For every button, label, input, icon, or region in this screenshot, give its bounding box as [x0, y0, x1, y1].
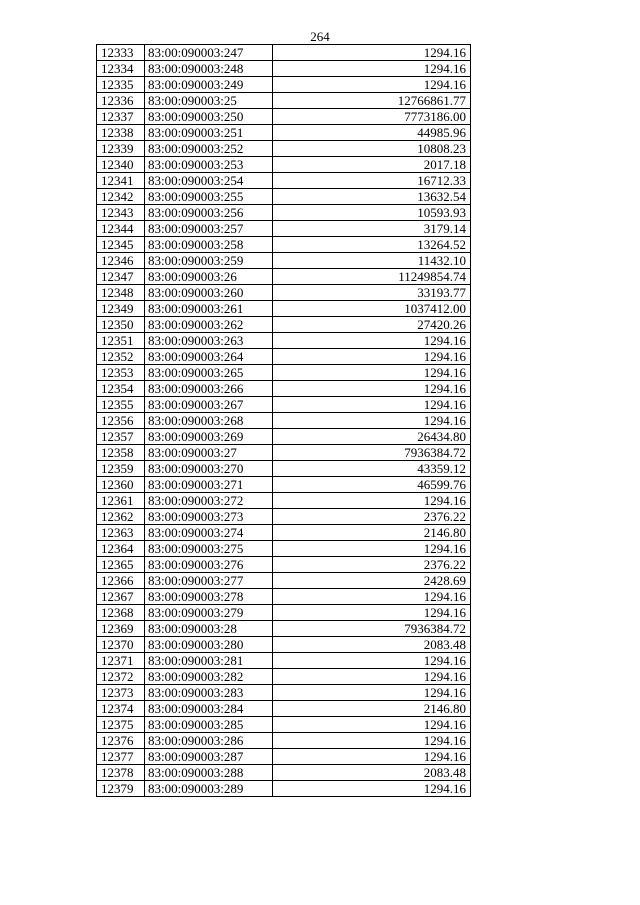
cadastral-number: 83:00:090003:253: [145, 157, 273, 173]
cadastral-number: 83:00:090003:248: [145, 61, 273, 77]
cadastral-value: 33193.77: [273, 285, 471, 301]
table-row: [97, 221, 471, 237]
row-number: 12348: [97, 285, 145, 301]
cadastral-value: 3179.14: [273, 221, 471, 237]
cadastral-value: 44985.96: [273, 125, 471, 141]
row-number: 12341: [97, 173, 145, 189]
cadastral-value: 1294.16: [273, 749, 471, 765]
row-number: 12342: [97, 189, 145, 205]
cadastral-number: 83:00:090003:285: [145, 717, 273, 733]
cadastral-number: 83:00:090003:278: [145, 589, 273, 605]
table-row: [97, 173, 471, 189]
cadastral-number: 83:00:090003:268: [145, 413, 273, 429]
page-number: 264: [310, 29, 330, 44]
row-number: 12336: [97, 93, 145, 109]
row-number: 12357: [97, 429, 145, 445]
table-row: [97, 157, 471, 173]
row-number: 12351: [97, 333, 145, 349]
cadastral-number: 83:00:090003:258: [145, 237, 273, 253]
table-row: [97, 733, 471, 749]
cadastral-value: 1294.16: [273, 781, 471, 797]
table-row: [97, 573, 471, 589]
cadastral-number: 83:00:090003:25: [145, 93, 273, 109]
row-number: 12361: [97, 493, 145, 509]
row-number: 12358: [97, 445, 145, 461]
cadastral-value: 1294.16: [273, 605, 471, 621]
table-row: [97, 365, 471, 381]
cadastral-number: 83:00:090003:26: [145, 269, 273, 285]
cadastral-number: 83:00:090003:254: [145, 173, 273, 189]
table-row: [97, 397, 471, 413]
table-row: [97, 445, 471, 461]
cadastral-number: 83:00:090003:261: [145, 301, 273, 317]
cadastral-value: 1294.16: [273, 685, 471, 701]
table-body: [97, 45, 471, 797]
cadastral-value: 1294.16: [273, 397, 471, 413]
cadastral-value-table: [96, 44, 471, 797]
table-row: [97, 589, 471, 605]
cadastral-number: 83:00:090003:27: [145, 445, 273, 461]
row-number: 12353: [97, 365, 145, 381]
row-number: 12345: [97, 237, 145, 253]
cadastral-number: 83:00:090003:289: [145, 781, 273, 797]
cadastral-value: 1294.16: [273, 365, 471, 381]
row-number: 12363: [97, 525, 145, 541]
row-number: 12338: [97, 125, 145, 141]
table-row: [97, 317, 471, 333]
cadastral-number: 83:00:090003:260: [145, 285, 273, 301]
cadastral-number: 83:00:090003:259: [145, 253, 273, 269]
cadastral-value: 10808.23: [273, 141, 471, 157]
cadastral-number: 83:00:090003:250: [145, 109, 273, 125]
cadastral-number: 83:00:090003:247: [145, 45, 273, 61]
cadastral-number: 83:00:090003:249: [145, 77, 273, 93]
cadastral-number: 83:00:090003:267: [145, 397, 273, 413]
cadastral-value: 12766861.77: [273, 93, 471, 109]
table-row: [97, 781, 471, 797]
row-number: 12371: [97, 653, 145, 669]
table-row: [97, 525, 471, 541]
cadastral-value: 13632.54: [273, 189, 471, 205]
table-row: [97, 621, 471, 637]
cadastral-number: 83:00:090003:284: [145, 701, 273, 717]
table-row: [97, 605, 471, 621]
row-number: 12362: [97, 509, 145, 525]
cadastral-value: 1294.16: [273, 589, 471, 605]
cadastral-number: 83:00:090003:279: [145, 605, 273, 621]
table-row: [97, 637, 471, 653]
cadastral-value: 1294.16: [273, 45, 471, 61]
row-number: 12343: [97, 205, 145, 221]
cadastral-number: 83:00:090003:270: [145, 461, 273, 477]
row-number: 12334: [97, 61, 145, 77]
cadastral-number: 83:00:090003:263: [145, 333, 273, 349]
cadastral-value: 1294.16: [273, 717, 471, 733]
row-number: 12373: [97, 685, 145, 701]
cadastral-number: 83:00:090003:257: [145, 221, 273, 237]
cadastral-value: 2376.22: [273, 509, 471, 525]
row-number: 12365: [97, 557, 145, 573]
row-number: 12349: [97, 301, 145, 317]
cadastral-value: 1294.16: [273, 333, 471, 349]
cadastral-number: 83:00:090003:274: [145, 525, 273, 541]
cadastral-number: 83:00:090003:271: [145, 477, 273, 493]
cadastral-value: 1294.16: [273, 381, 471, 397]
cadastral-value: 2017.18: [273, 157, 471, 173]
cadastral-value: 2083.48: [273, 637, 471, 653]
table-row: [97, 349, 471, 365]
row-number: 12377: [97, 749, 145, 765]
table-row: [97, 669, 471, 685]
row-number: 12364: [97, 541, 145, 557]
row-number: 12339: [97, 141, 145, 157]
table-row: [97, 109, 471, 125]
row-number: 12379: [97, 781, 145, 797]
cadastral-value: 2428.69: [273, 573, 471, 589]
row-number: 12337: [97, 109, 145, 125]
cadastral-value: 7936384.72: [273, 621, 471, 637]
table-row: [97, 77, 471, 93]
cadastral-value: 1294.16: [273, 77, 471, 93]
cadastral-value: 46599.76: [273, 477, 471, 493]
cadastral-number: 83:00:090003:281: [145, 653, 273, 669]
cadastral-number: 83:00:090003:277: [145, 573, 273, 589]
cadastral-value: 1037412.00: [273, 301, 471, 317]
cadastral-value: 1294.16: [273, 653, 471, 669]
table-row: [97, 125, 471, 141]
cadastral-number: 83:00:090003:251: [145, 125, 273, 141]
cadastral-number: 83:00:090003:276: [145, 557, 273, 573]
row-number: 12333: [97, 45, 145, 61]
table-row: [97, 765, 471, 781]
table-row: [97, 509, 471, 525]
cadastral-value: 1294.16: [273, 493, 471, 509]
row-number: 12344: [97, 221, 145, 237]
row-number: 12352: [97, 349, 145, 365]
cadastral-number: 83:00:090003:280: [145, 637, 273, 653]
cadastral-value: 1294.16: [273, 669, 471, 685]
row-number: 12346: [97, 253, 145, 269]
cadastral-value: 7936384.72: [273, 445, 471, 461]
row-number: 12359: [97, 461, 145, 477]
cadastral-number: 83:00:090003:272: [145, 493, 273, 509]
row-number: 12374: [97, 701, 145, 717]
cadastral-number: 83:00:090003:266: [145, 381, 273, 397]
cadastral-value: 13264.52: [273, 237, 471, 253]
row-number: 12369: [97, 621, 145, 637]
cadastral-value: 10593.93: [273, 205, 471, 221]
cadastral-value: 1294.16: [273, 349, 471, 365]
table-row: [97, 285, 471, 301]
cadastral-value: 1294.16: [273, 733, 471, 749]
cadastral-number: 83:00:090003:262: [145, 317, 273, 333]
table-row: [97, 45, 471, 61]
table-row: [97, 253, 471, 269]
table-row: [97, 541, 471, 557]
row-number: 12367: [97, 589, 145, 605]
row-number: 12368: [97, 605, 145, 621]
cadastral-number: 83:00:090003:269: [145, 429, 273, 445]
cadastral-value: 11432.10: [273, 253, 471, 269]
row-number: 12350: [97, 317, 145, 333]
table-row: [97, 205, 471, 221]
cadastral-number: 83:00:090003:264: [145, 349, 273, 365]
table-row: [97, 493, 471, 509]
cadastral-value: 7773186.00: [273, 109, 471, 125]
cadastral-value: 2146.80: [273, 525, 471, 541]
cadastral-number: 83:00:090003:287: [145, 749, 273, 765]
cadastral-number: 83:00:090003:288: [145, 765, 273, 781]
table-row: [97, 413, 471, 429]
cadastral-number: 83:00:090003:273: [145, 509, 273, 525]
table-row: [97, 429, 471, 445]
table-row: [97, 701, 471, 717]
row-number: 12347: [97, 269, 145, 285]
table-row: [97, 237, 471, 253]
table-row: [97, 653, 471, 669]
table-row: [97, 93, 471, 109]
row-number: 12340: [97, 157, 145, 173]
table-row: [97, 477, 471, 493]
cadastral-number: 83:00:090003:252: [145, 141, 273, 157]
table-row: [97, 141, 471, 157]
table-row: [97, 333, 471, 349]
row-number: 12354: [97, 381, 145, 397]
row-number: 12356: [97, 413, 145, 429]
row-number: 12375: [97, 717, 145, 733]
cadastral-number: 83:00:090003:283: [145, 685, 273, 701]
cadastral-number: 83:00:090003:255: [145, 189, 273, 205]
row-number: 12360: [97, 477, 145, 493]
row-number: 12366: [97, 573, 145, 589]
cadastral-number: 83:00:090003:256: [145, 205, 273, 221]
table-row: [97, 461, 471, 477]
cadastral-value: 1294.16: [273, 413, 471, 429]
cadastral-number: 83:00:090003:28: [145, 621, 273, 637]
table-row: [97, 685, 471, 701]
cadastral-value: 2376.22: [273, 557, 471, 573]
table-row: [97, 269, 471, 285]
row-number: 12370: [97, 637, 145, 653]
cadastral-value: 11249854.74: [273, 269, 471, 285]
cadastral-value: 27420.26: [273, 317, 471, 333]
cadastral-value: 26434.80: [273, 429, 471, 445]
cadastral-value: 16712.33: [273, 173, 471, 189]
row-number: 12378: [97, 765, 145, 781]
cadastral-value: 2083.48: [273, 765, 471, 781]
row-number: 12372: [97, 669, 145, 685]
table-row: [97, 61, 471, 77]
cadastral-value: 2146.80: [273, 701, 471, 717]
row-number: 12376: [97, 733, 145, 749]
table-row: [97, 749, 471, 765]
table-row: [97, 381, 471, 397]
row-number: 12335: [97, 77, 145, 93]
cadastral-value: 43359.12: [273, 461, 471, 477]
cadastral-number: 83:00:090003:265: [145, 365, 273, 381]
table-row: [97, 717, 471, 733]
cadastral-number: 83:00:090003:282: [145, 669, 273, 685]
cadastral-number: 83:00:090003:275: [145, 541, 273, 557]
table-row: [97, 557, 471, 573]
table-row: [97, 189, 471, 205]
cadastral-number: 83:00:090003:286: [145, 733, 273, 749]
table-row: [97, 301, 471, 317]
cadastral-value: 1294.16: [273, 541, 471, 557]
row-number: 12355: [97, 397, 145, 413]
cadastral-value: 1294.16: [273, 61, 471, 77]
